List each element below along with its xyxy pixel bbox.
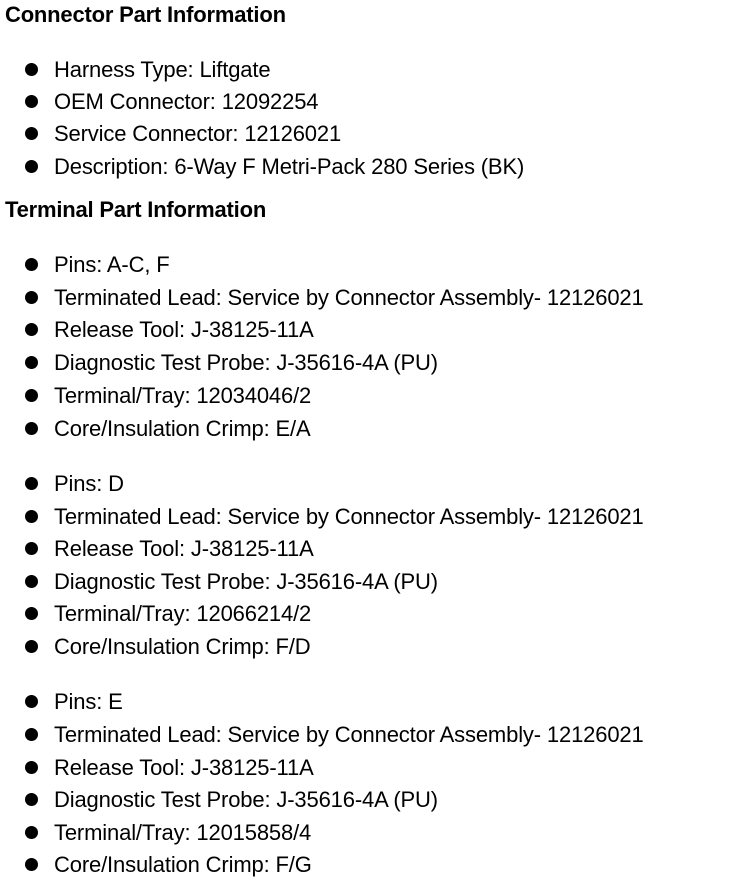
bullet-icon: [25, 127, 38, 140]
list-item: [0, 57, 752, 83]
list-item-text: Terminated Lead: Service by Connector Assembly- 12126021: [54, 722, 644, 747]
list-item-text: Pins: E: [54, 689, 123, 714]
bullet-icon: [25, 356, 38, 369]
list-item: [0, 285, 752, 311]
list-item-text: Core/Insulation Crimp: E/A: [54, 416, 311, 441]
list-item: [0, 601, 752, 627]
list-item: [0, 383, 752, 409]
connector-part-information-heading: Connector Part Information: [5, 2, 286, 27]
list-item: [0, 755, 752, 781]
list-item-text: Description: 6-Way F Metri-Pack 280 Series (BK): [54, 154, 525, 179]
bullet-icon: [25, 640, 38, 653]
list-item-text: Core/Insulation Crimp: F/G: [54, 852, 312, 877]
bullet-icon: [25, 695, 38, 708]
bullet-icon: [25, 258, 38, 271]
list-item-text: Pins: D: [54, 471, 124, 496]
bullet-icon: [25, 858, 38, 871]
list-item: [0, 121, 752, 147]
list-item-text: Release Tool: J-38125-11A: [54, 755, 314, 780]
list-item-text: Pins: A-C, F: [54, 252, 170, 277]
bullet-icon: [25, 389, 38, 402]
list-item-text: Core/Insulation Crimp: F/D: [54, 634, 311, 659]
bullet-icon: [25, 95, 38, 108]
list-item: [0, 504, 752, 530]
terminal-part-information-heading: Terminal Part Information: [5, 197, 267, 222]
list-item-text: Terminal/Tray: 12015858/4: [54, 820, 312, 845]
bullet-icon: [25, 510, 38, 523]
list-item-text: Terminated Lead: Service by Connector Assembly- 12126021: [54, 285, 644, 310]
bullet-icon: [25, 477, 38, 490]
bullet-icon: [25, 422, 38, 435]
list-item: [0, 569, 752, 595]
list-item-text: Diagnostic Test Probe: J-35616-4A (PU): [54, 787, 438, 812]
list-item: [0, 852, 752, 878]
bullet-icon: [25, 323, 38, 336]
list-item-text: Terminal/Tray: 12034046/2: [54, 383, 312, 408]
list-item: [0, 317, 752, 343]
list-item-text: Terminal/Tray: 12066214/2: [54, 601, 312, 626]
list-item: [0, 787, 752, 813]
list-item: [0, 820, 752, 846]
list-item-text: Harness Type: Liftgate: [54, 57, 271, 82]
list-item: [0, 689, 752, 715]
list-item: [0, 722, 752, 748]
bullet-icon: [25, 728, 38, 741]
bullet-icon: [25, 160, 38, 173]
list-item-text: OEM Connector: 12092254: [54, 89, 319, 114]
list-item-text: Diagnostic Test Probe: J-35616-4A (PU): [54, 569, 438, 594]
bullet-icon: [25, 542, 38, 555]
list-item-text: Terminated Lead: Service by Connector Assembly- 12126021: [54, 504, 644, 529]
bullet-icon: [25, 761, 38, 774]
list-item: [0, 634, 752, 660]
bullet-icon: [25, 575, 38, 588]
bullet-icon: [25, 291, 38, 304]
bullet-icon: [25, 607, 38, 620]
list-item-text: Diagnostic Test Probe: J-35616-4A (PU): [54, 350, 438, 375]
list-item-text: Service Connector: 12126021: [54, 121, 342, 146]
list-item: [0, 350, 752, 376]
list-item: [0, 416, 752, 442]
list-item: [0, 154, 752, 180]
bullet-icon: [25, 793, 38, 806]
list-item: [0, 252, 752, 278]
list-item-text: Release Tool: J-38125-11A: [54, 536, 314, 561]
list-item: [0, 536, 752, 562]
bullet-icon: [25, 63, 38, 76]
list-item-text: Release Tool: J-38125-11A: [54, 317, 314, 342]
list-item: [0, 89, 752, 115]
bullet-icon: [25, 826, 38, 839]
list-item: [0, 471, 752, 497]
